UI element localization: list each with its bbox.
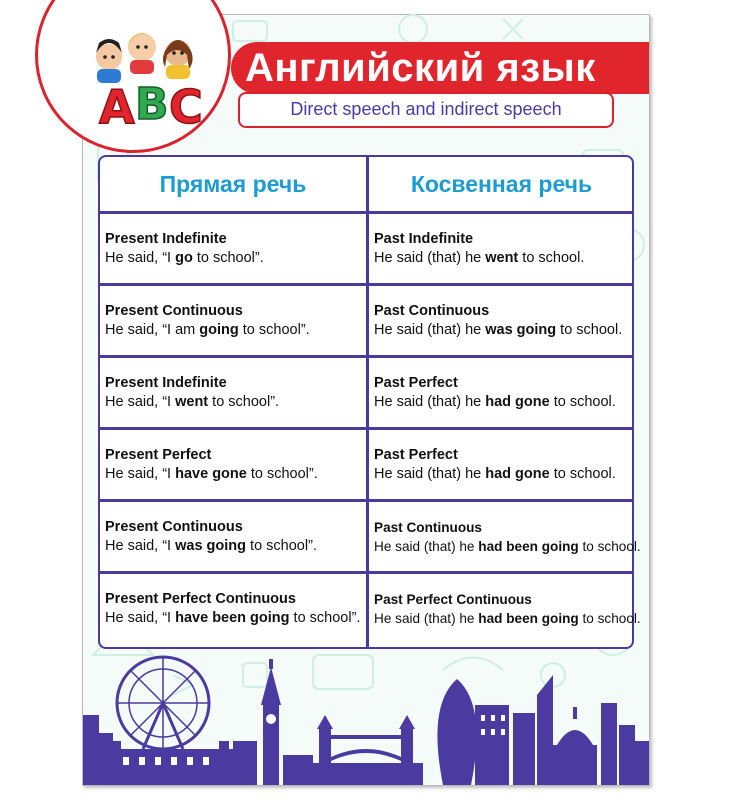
direct-cell	[100, 214, 366, 280]
indirect-cell	[369, 430, 634, 496]
sentence-text: He said (that) he	[374, 466, 486, 482]
sentence-text: to school.	[578, 611, 641, 626]
direct-cell	[100, 286, 366, 352]
sentence-text: He said, “I	[105, 610, 176, 626]
poster	[82, 14, 650, 786]
sentence-text: to school”.	[192, 250, 264, 266]
sentence-text: to school.	[578, 539, 641, 554]
sentence-text: He said (that) he	[374, 250, 486, 266]
svg-text:A: A	[99, 80, 135, 134]
verb-form: went	[485, 250, 519, 266]
tense-name: Present Continuous	[105, 519, 243, 535]
direct-cell	[100, 502, 366, 568]
column-header-direct: Прямая речь	[159, 171, 307, 197]
indirect-cell	[369, 502, 641, 568]
verb-form: have been going	[175, 610, 290, 626]
sentence-text: He said (that) he	[374, 539, 479, 554]
svg-text:C: C	[169, 80, 203, 134]
verb-form: going	[199, 322, 239, 338]
sentence-text: to school”.	[246, 538, 317, 554]
sentence-text: He said, “I	[105, 250, 176, 266]
tense-name: Present Perfect	[105, 447, 212, 463]
page-subtitle: Direct speech and indirect speech	[238, 92, 614, 128]
indirect-cell	[369, 358, 634, 424]
verb-form: had gone	[485, 466, 550, 482]
sentence-text: He said (that) he	[374, 611, 479, 626]
tense-name: Present Indefinite	[105, 375, 227, 391]
sentence-text: to school.	[556, 322, 623, 338]
tense-name: Past Continuous	[374, 303, 490, 319]
verb-form: had gone	[485, 394, 550, 410]
tense-name: Present Indefinite	[105, 231, 227, 247]
svg-text:B: B	[135, 79, 169, 130]
verb-form: went	[175, 394, 209, 410]
page-title: Английский язык	[245, 46, 596, 90]
sentence-text: He said, “I	[105, 466, 176, 482]
sentence-text: to school”.	[208, 394, 280, 410]
verb-form: was going	[175, 538, 247, 554]
direct-cell	[100, 358, 366, 424]
indirect-cell	[369, 286, 634, 352]
tense-name: Past Indefinite	[374, 231, 474, 247]
tense-name: Past Continuous	[374, 520, 482, 535]
tense-name: Past Perfect	[374, 447, 458, 463]
sentence-text: He said, “I am	[105, 322, 200, 338]
verb-form: was going	[485, 322, 557, 338]
sentence-text: to school.	[518, 250, 585, 266]
sentence-text: He said, “I	[105, 394, 176, 410]
sentence-text: He said, “I	[105, 538, 176, 554]
sentence-text: He said (that) he	[374, 322, 486, 338]
direct-cell	[100, 430, 366, 496]
speech-table	[98, 155, 641, 649]
sentence-text: to school”.	[246, 466, 318, 482]
sentence-text: to school.	[549, 466, 616, 482]
london-skyline-illustration	[83, 645, 649, 785]
sentence-text: He said (that) he	[374, 394, 486, 410]
indirect-cell	[369, 214, 634, 280]
direct-cell	[100, 574, 366, 640]
tense-name: Past Perfect Continuous	[374, 592, 532, 607]
indirect-cell	[369, 574, 641, 640]
sentence-text: to school”.	[289, 610, 361, 626]
tense-name: Past Perfect	[374, 375, 458, 391]
column-header-indirect: Косвенная речь	[410, 171, 593, 197]
verb-form: had been going	[478, 611, 579, 626]
verb-form: have gone	[175, 466, 247, 482]
tense-name: Present Continuous	[105, 303, 243, 319]
sentence-text: to school”.	[238, 322, 310, 338]
sentence-text: to school.	[549, 394, 616, 410]
tense-name: Present Perfect Continuous	[105, 591, 296, 607]
verb-form: go	[175, 250, 193, 266]
verb-form: had been going	[478, 539, 579, 554]
kids-abc-logo	[85, 23, 213, 134]
